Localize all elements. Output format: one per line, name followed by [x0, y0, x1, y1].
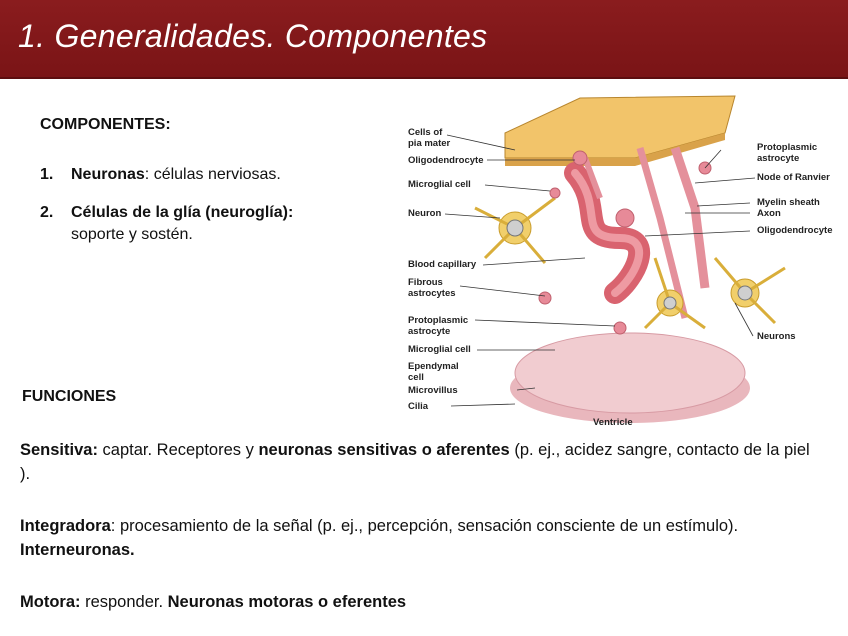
figure-label: astrocyte: [408, 326, 451, 337]
para-bold: neuronas sensitivas o aferentes: [258, 441, 510, 459]
motora-paragraph: [20, 590, 820, 614]
para-text: : procesamiento de la señal (p. ej., percepción, sensación consciente de un estímulo).: [110, 517, 739, 535]
figure-label: Ependymal: [408, 361, 459, 372]
figure-label: Microglial cell: [408, 344, 471, 355]
figure-label: Node of Ranvier: [757, 172, 830, 183]
para-bold: Interneuronas.: [20, 541, 135, 559]
figure-label: Microglial cell: [408, 179, 471, 190]
sensitiva-paragraph: [20, 438, 820, 486]
figure-label: Myelin sheath: [757, 197, 820, 208]
list-item: [40, 164, 360, 186]
figure-label: Protoplasmic: [757, 142, 818, 153]
figure-label: astrocytes: [408, 288, 456, 299]
para-text: responder.: [80, 593, 168, 611]
figure-label: Neuron: [408, 208, 442, 219]
para-text: captar. Receptores y: [97, 441, 259, 459]
figure-label: Axon: [757, 208, 781, 219]
list-number: 2.: [40, 204, 54, 221]
slide-title: 1. Generalidades. Componentes: [18, 18, 488, 54]
neuroglia-illustration: [405, 88, 845, 433]
list-item: [40, 202, 360, 246]
figure-label: Cells of: [408, 127, 443, 138]
para-term: Integradora: [20, 517, 111, 535]
componentes-heading: COMPONENTES:: [40, 116, 171, 133]
figure-label: Oligodendrocyte: [408, 155, 484, 166]
funciones-heading: FUNCIONES: [22, 388, 117, 405]
list-text: : células nerviosas.: [144, 166, 281, 183]
figure-label: cell: [408, 372, 424, 383]
slide-header: [0, 0, 848, 79]
figure-label: pia mater: [408, 138, 451, 149]
list-term: Células de la glía (neuroglía):: [71, 204, 294, 221]
componentes-list: [40, 164, 360, 262]
figure-label: Protoplasmic: [408, 315, 469, 326]
figure-label: Oligodendrocyte: [757, 225, 833, 236]
figure-label: Neurons: [757, 331, 796, 342]
integradora-paragraph: [20, 514, 820, 562]
figure-label: Ventricle: [593, 417, 633, 428]
figure-label: astrocyte: [757, 153, 800, 164]
figure-label: Fibrous: [408, 277, 443, 288]
figure-label: Microvillus: [408, 385, 458, 396]
figure-label: Blood capillary: [408, 259, 477, 270]
list-term: Neuronas: [71, 166, 145, 183]
para-term: Sensitiva:: [20, 441, 98, 459]
para-text: (p. ej., acidez sangre, contacto de la piel ).: [20, 441, 810, 483]
para-term: Motora:: [20, 593, 81, 611]
para-bold: Neuronas motoras o eferentes: [167, 593, 407, 611]
list-text: soporte y sostén.: [71, 226, 193, 243]
list-number: 1.: [40, 166, 54, 183]
figure-label: Cilia: [408, 401, 429, 412]
